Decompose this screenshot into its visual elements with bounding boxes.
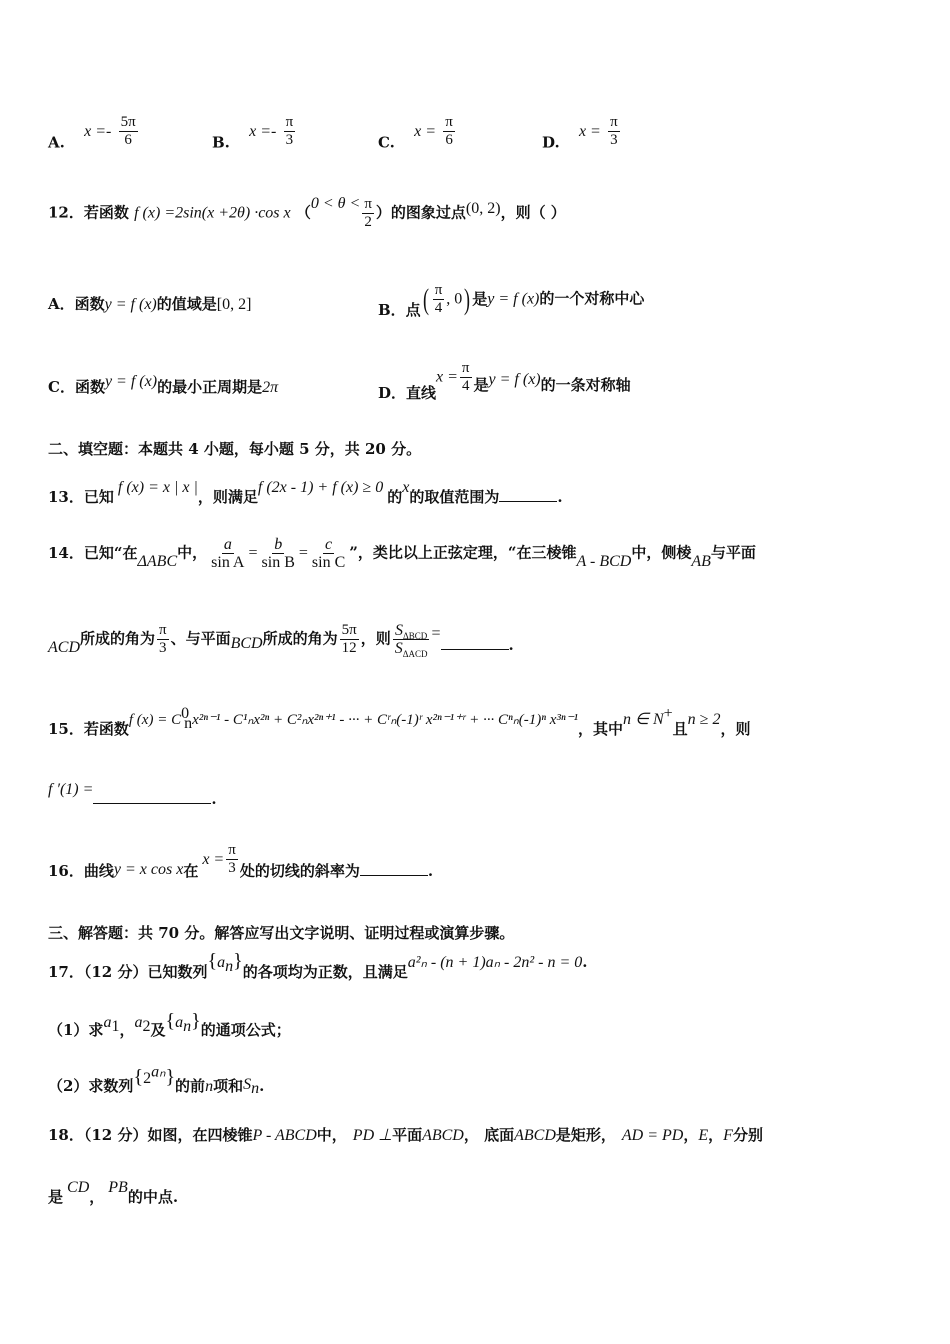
q16-answer-blank[interactable] (360, 861, 428, 876)
q15-answer-blank[interactable] (93, 789, 211, 804)
q14-ratio-frac: $\frac{S_{\Delta BCD}}{S_{\Delta ACD}}$ (394, 622, 428, 660)
q12-option-c: C．函数y = f (x)的最小正周期是2π (48, 373, 279, 396)
q11-c-frac: $\frac{\pi}{6}$ (445, 114, 453, 148)
q11-options-row (48, 108, 902, 152)
q12-option-a: A．函数y = f (x)的值域是[0, 2] (48, 295, 252, 313)
q15-line2: f ′(1) =. (48, 781, 217, 808)
q14-angle2-frac: $\frac{5\pi}{12}$ (341, 622, 357, 656)
q14-line2: ACD所成的角为 $\frac{\pi}{3}$ 、与平面BCD所成的角为 $\frac{5\pi}{12}$ ，则 $\frac{S_{\Delta BCD}}{S_{\Delta ACD}}$ =. (48, 622, 514, 660)
q14-angle1-frac: $\frac{\pi}{3}$ (159, 622, 167, 656)
q12-stem: 12．若函数 f (x) =2sin(x +2θ) ·cos x （0 < θ < $\frac{\pi}{2}$ ）的图象过点(0, 2)，则（ ） (48, 194, 566, 230)
q14-line1: 14．已知“在ΔABC中， $\frac{a}{\text{sin A}}$ = $\frac{b}{\text{sin B}}$ = $\frac{c}{\text{sin C}}$ ”，类比以上正弦定理，“在三棱锥A - BCD中，侧棱AB与平面 (48, 536, 756, 571)
q13-stem: 13．已知f (x) = x | x |，则满足f (2x - 1) + f (x) ≥ 0的x的取值范围为 . (48, 479, 563, 506)
q17-stem: 17．（12 分）已知数列$\{a_n\}$的各项均为正数，且满足a²ₙ - (n + 1)aₙ - 2n² - n = 0. (48, 950, 588, 981)
q11-option-b: B. x =- $\frac{\pi}{3}$ (212, 114, 294, 152)
q14-frac-c: $\frac{c}{\text{sin C}}$ (311, 536, 346, 571)
q12-option-b: B．点( $\frac{\pi}{4}$ , 0) 是y = f (x)的一个对称中心 (378, 282, 645, 319)
q17-part2: （2）求数列$\{2^{a_n}\}$的前n项和$S_n$. (48, 1063, 265, 1098)
q13-answer-blank[interactable] (499, 487, 557, 502)
q11-a-frac: $\frac{5\pi}{6}$ (120, 114, 136, 148)
q11-d-frac: $\frac{\pi}{3}$ (610, 114, 618, 148)
q11-option-c: C. x = $\frac{\pi}{6}$ (378, 114, 453, 152)
q12-option-d: D．直线x = $\frac{\pi}{4}$ 是y = f (x)的一条对称轴 (378, 360, 631, 402)
q14-answer-blank[interactable] (441, 635, 509, 650)
q11-option-d: D. x = $\frac{\pi}{3}$ (542, 114, 618, 152)
q12-d-frac: $\frac{\pi}{4}$ (461, 360, 470, 394)
q17-part1: （1）求$a_1$，$a_2$及$\{a_n\}$的通项公式； (48, 1010, 291, 1039)
q12-options-cd (48, 360, 902, 404)
q12-options-ab (48, 282, 902, 326)
q14-frac-b: $\frac{b}{\text{sin B}}$ (261, 536, 295, 571)
q18-line1: 18．（12 分）如图，在四棱锥P - ABCD中， PD ⊥平面ABCD， 底面ABCD是矩形， AD = PD，E，F分别 (48, 1126, 763, 1144)
section3-heading: 三、解答题：共 70 分。解答应写出文字说明、证明过程或演算步骤。 (48, 924, 515, 942)
q12-cond-frac: $\frac{\pi}{2}$ (364, 196, 372, 230)
q12-b-frac: $\frac{\pi}{4}$ (434, 282, 443, 316)
q11-b-frac: $\frac{\pi}{3}$ (285, 114, 294, 148)
q14-frac-a: $\frac{a}{\text{sin A}}$ (211, 536, 245, 571)
q18-line2: 是CD，PB的中点. (48, 1179, 179, 1206)
q15-line1: 15．若函数f $(x) = C^0_nx^{2n-1} - C^1_nx^{2n} + C^2_nx^{2n+1}$ - ··· + Cʳₙ(-1)ʳ x²ⁿ⁻¹⁺ʳ + ··· Cⁿₙ(-1)ⁿ x³ⁿ⁻¹，其中n ∈ N+且n ≥ 2，则 (48, 705, 751, 738)
q11-option-a: A. x =- $\frac{5\pi}{6}$ (48, 114, 136, 152)
q16-frac: $\frac{\pi}{3}$ (228, 842, 236, 876)
section2-heading: 二、填空题：本题共 4 小题，每小题 5 分，共 20 分。 (48, 440, 422, 458)
q16-stem: 16．曲线y = x cos x在x = $\frac{\pi}{3}$ 处的切线的斜率为 . (48, 842, 434, 880)
